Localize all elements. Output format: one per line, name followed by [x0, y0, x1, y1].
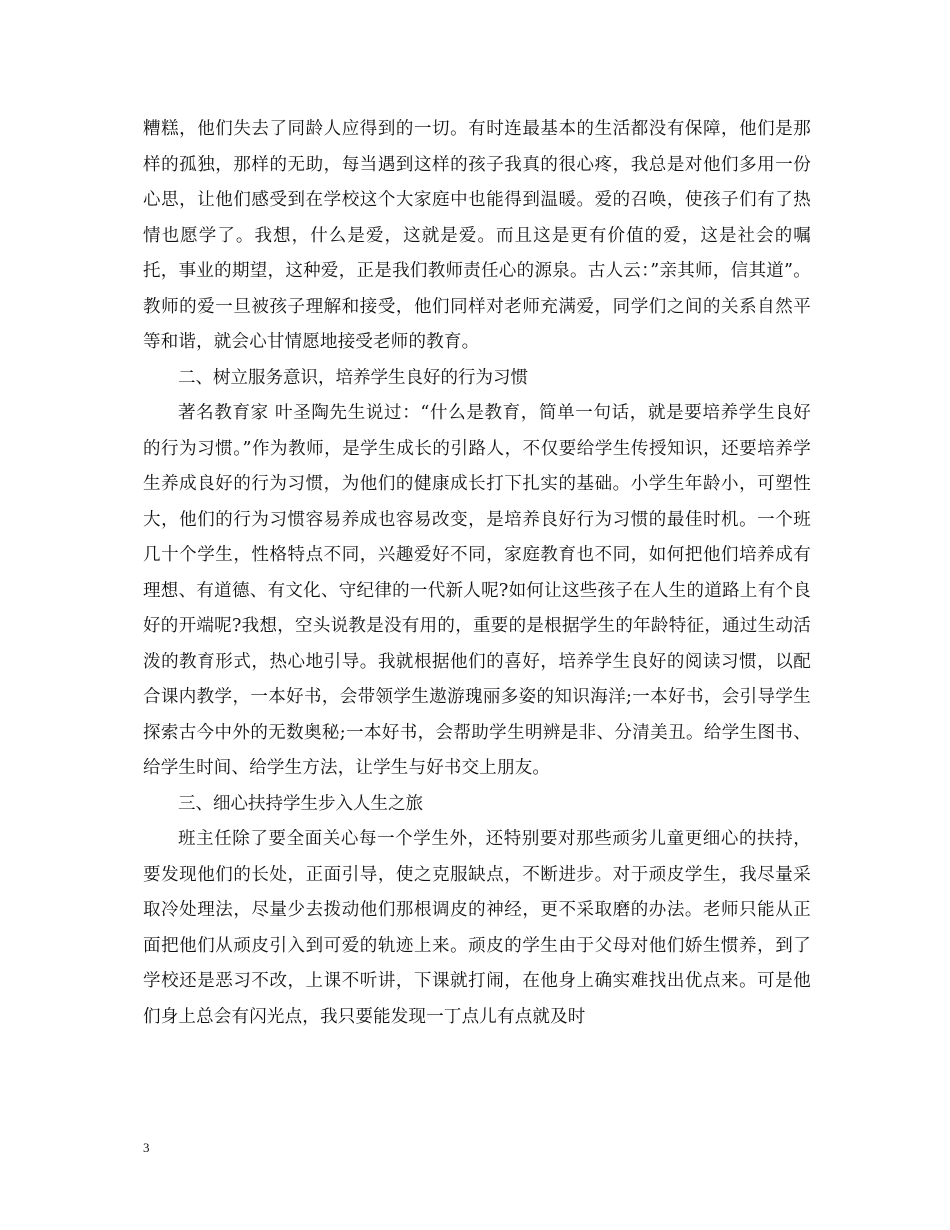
paragraph-section-3: 班主任除了要全面关心每一个学生外，还特别要对那些顽劣儿童更细心的扶持，要发现他们的长处，正面引导，使之克服缺点，不断进步。对于顽皮学生，我尽量采取冷处理法，尽量少去拨动他们那根调皮的神经，更不采取磨的办法。老师只能从正面把他们从顽皮引入到可爱的轨迹上来。顽皮的学生由于父母对他们娇生惯养，到了学校还是恶习不改，上课不听讲，下课就打闹，在他身上确实难找出优点来。可是他们身上总会有闪光点，我只要能发现一丁点儿有点就及时 [143, 829, 811, 1027]
page-content [143, 112, 811, 1035]
section-heading-2: 二、树立服务意识，培养学生良好的行为习惯 [178, 367, 528, 388]
paragraph-section-2: 著名教育家 叶圣陶先生说过：“什么是教育，简单一句话，就是要培养学生良好的行为习惯。”作为教师，是学生成长的引路人，不仅要给学生传授知识，还要培养学生养成良好的行为习惯，为他们的健康成长打下扎实的基础。小学生年龄小，可塑性大，他们的行为习惯容易养成也容易改变，是培养良好行为习惯的最佳时机。一个班几十个学生，性格特点不同，兴趣爱好不同，家庭教育也不同，如何把他们培养成有理想、有道德、有文化、守纪律的一代新人呢?如何让这些孩子在人生的道路上有个良好的开端呢?我想，空头说教是没有用的，重要的是根据学生的年龄特征，通过生动活泼的教育形式，热心地引导。我就根据他们的喜好，培养学生良好的阅读习惯，以配合课内教学，一本好书，会带领学生遨游瑰丽多姿的知识海洋;一本好书，会引导学生探索古今中外的无数奥秘;一本好书，会帮助学生明辨是非、分清美丑。给学生图书、给学生时间、给学生方法，让学生与好书交上朋友。 [143, 403, 811, 778]
page-number: 3 [143, 1140, 150, 1155]
paragraph-continuation: 糟糕，他们失去了同龄人应得到的一切。有时连最基本的生活都没有保障，他们是那样的孤独，那样的无助，每当遇到这样的孩子我真的很心疼，我总是对他们多用一份心思，让他们感受到在学校这个大家庭中也能得到温暖。爱的召唤，使孩子们有了热情也愿学了。我想，什么是爱，这就是爱。而且这是更有价值的爱，这是社会的嘱托，事业的期望，这种爱，正是我们教师责任心的源泉。古人云：”亲其师，信其道”。教师的爱一旦被孩子理解和接受，他们同样对老师充满爱，同学们之间的关系自然平等和谐，就会心甘情愿地接受老师的教育。 [143, 119, 811, 352]
section-heading-3: 三、细心扶持学生步入人生之旅 [178, 793, 423, 814]
